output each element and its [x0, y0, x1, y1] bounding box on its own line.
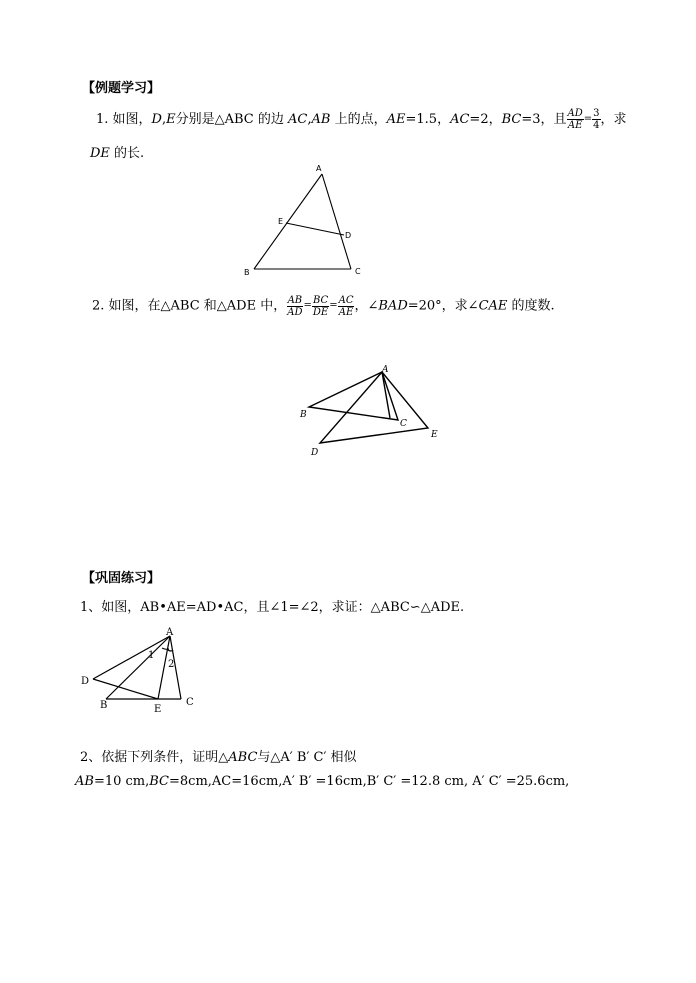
label-b: B	[300, 410, 307, 420]
text: ,	[307, 112, 312, 127]
practice-2-line-1	[80, 746, 357, 765]
text: =2，	[469, 112, 502, 127]
text: =20°，求∠	[407, 298, 479, 314]
label-e: E	[278, 217, 284, 226]
var-ab: AB	[311, 112, 331, 127]
var-ab: AB	[75, 774, 94, 789]
fraction-3-4	[592, 108, 600, 131]
question-1-line-2	[90, 142, 144, 161]
text: 的长.	[109, 146, 145, 161]
label-a: A	[166, 627, 174, 638]
var-ac-2: AC	[450, 112, 470, 127]
frac-num: AC	[338, 294, 354, 306]
var-d: D	[151, 112, 162, 127]
edge-ac	[322, 174, 351, 269]
var-de: DE	[90, 146, 110, 161]
label-d: D	[311, 448, 319, 458]
section-title-practice: 【巩固练习】	[82, 571, 161, 586]
frac-den: AE	[567, 120, 583, 131]
var-bc: BC	[149, 774, 170, 789]
label-c: C	[400, 419, 407, 429]
edge-ad	[93, 636, 170, 679]
text: 与△A′ B′ C′ 相似	[257, 750, 357, 765]
text: =10 cm,	[93, 774, 150, 789]
label-e: E	[431, 430, 438, 440]
text: 2、依据下列条件，证明△	[80, 750, 229, 765]
var-cae: CAE	[478, 298, 508, 314]
label-a: A	[382, 365, 389, 375]
frac-num: AD	[567, 108, 583, 119]
angle-arc-2	[168, 650, 173, 651]
fraction-ad-ae	[567, 108, 584, 131]
fraction-ab-ad	[286, 295, 303, 318]
label-c: C	[355, 267, 361, 276]
frac-den: AE	[338, 306, 354, 318]
label-angle-2: 2	[168, 659, 175, 670]
frac-num: AB	[287, 294, 303, 306]
var-bad: BAD	[378, 298, 408, 314]
text: 1. 如图，	[96, 112, 152, 127]
section-title-example: 【例题学习】	[82, 81, 161, 96]
var-ae: AE	[386, 112, 406, 127]
edge-ab	[254, 174, 322, 269]
label-d: D	[81, 676, 90, 687]
edge-de	[286, 223, 344, 235]
text: =3，且	[521, 112, 567, 127]
figure-2-two-triangles	[292, 360, 452, 460]
fraction-ac-ae	[338, 295, 355, 318]
frac-num: BC	[312, 294, 329, 306]
frac-den: DE	[312, 306, 329, 318]
label-b: B	[100, 700, 108, 711]
practice-2-line-2	[75, 774, 569, 789]
text: 的度数.	[507, 298, 555, 314]
figure-3-triangles	[76, 622, 206, 714]
triangle-abc	[309, 372, 398, 420]
label-a: A	[316, 164, 322, 173]
label-c: C	[186, 697, 194, 708]
text: 上的点，	[330, 112, 387, 127]
text: ，求	[600, 112, 627, 127]
frac-num: 3	[593, 108, 600, 119]
figure-1-triangle-abc	[240, 160, 370, 280]
question-1-line-1: 1. 如图，D,E分别是△ABC 的边 AC,AB 上的点，AE=1.5，AC=2，BC=3，且 $\frac{AD}{AE}$ = $\frac{3}{4}$ ，求	[96, 108, 627, 131]
frac-den: AD	[287, 306, 303, 318]
frac-den: 4	[593, 120, 600, 131]
text: =1.5，	[405, 112, 451, 127]
label-angle-1: 1	[148, 650, 155, 661]
label-e: E	[154, 704, 162, 714]
var-bc: BC	[501, 112, 522, 127]
var-ac: AC	[288, 112, 308, 127]
fraction-bc-de	[312, 295, 329, 318]
segment-ac-inner	[382, 372, 390, 418]
text: ，∠	[354, 298, 379, 314]
text: 分别是△ABC 的边	[175, 112, 289, 127]
edge-de	[93, 679, 158, 699]
label-b: B	[244, 268, 250, 277]
question-2: 2. 如图，在△ABC 和△ADE 中， $\frac{AB}{AD}$ = $\frac{BC}{DE}$ = $\frac{AC}{AE}$ ，∠BAD=20°，求∠CAE 的度数.	[92, 294, 555, 318]
triangle-ade	[320, 372, 428, 443]
practice-1-text: 1、如图，AB•AE=AD•AC，且∠1=∠2，求证：△ABC∽△ADE.	[80, 600, 465, 615]
label-d: D	[345, 231, 352, 240]
text: =8cm,AC=16cm,A′ B′ =16cm,B′ C′ =12.8 cm, A′ C′ =25.6cm,	[169, 774, 570, 789]
var-abc: ABC	[228, 750, 258, 765]
text: ,	[161, 112, 167, 127]
var-e: E	[166, 112, 176, 127]
text: 2. 如图，在△ABC 和△ADE 中，	[92, 298, 287, 314]
